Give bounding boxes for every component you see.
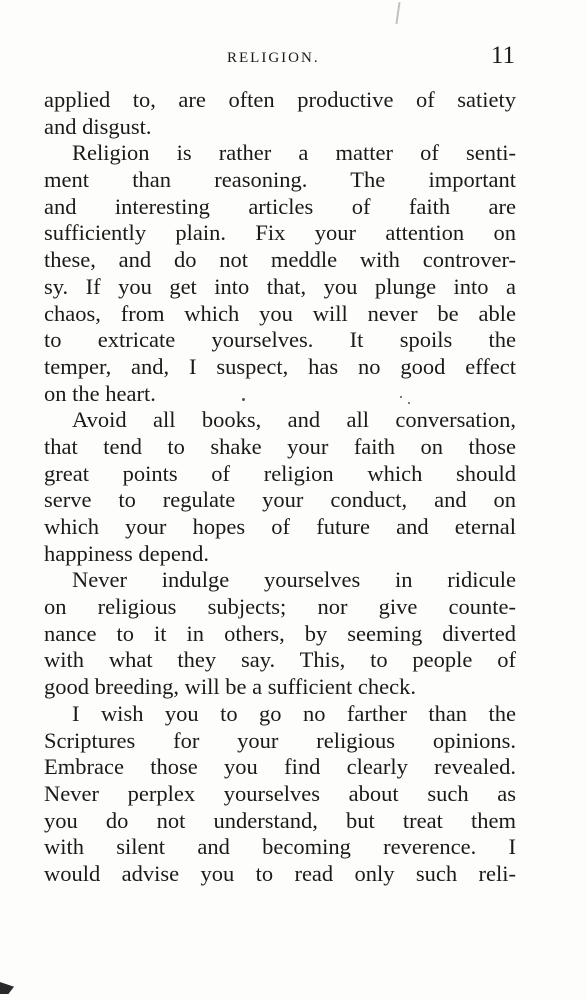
ink-speck (242, 398, 245, 401)
page-edge-mark (0, 982, 14, 994)
text-line: that tend to shake your faith on those (44, 433, 516, 459)
text-line: serve to regulate your conduct, and on (44, 487, 516, 513)
paragraph-first-line: I wish you to go no farther than the (72, 700, 516, 726)
text-line: nance to it in others, by seeming diverted (44, 620, 516, 646)
running-head: RELIGION. (227, 50, 320, 66)
text-line: and disgust. (44, 113, 152, 139)
text-line: you do not understand, but treat them (44, 807, 516, 833)
text-line: which your hopes of future and eternal (44, 514, 516, 539)
paragraph-first-line: Religion is rather a matter of senti- (72, 140, 516, 166)
ink-speck (400, 396, 402, 398)
page-body (44, 87, 516, 888)
text-line: great points of religion which should (44, 460, 516, 486)
text-line: these, and do not meddle with controver- (44, 247, 516, 273)
paragraph-first-line: Never indulge yourselves in ridicule (72, 567, 516, 593)
text-line: temper, and, I suspect, has no good effect (44, 353, 516, 379)
text-line: with silent and becoming reverence. I (44, 834, 516, 860)
text-line: on religious subjects; nor give counte- (44, 594, 516, 620)
text-line: ment than reasoning. The important (44, 167, 516, 193)
text-line: chaos, from which you will never be able (44, 300, 516, 326)
text-line: Never perplex yourselves about such as (44, 780, 516, 806)
page-header (44, 42, 519, 76)
page-number: 11 (490, 42, 515, 69)
text-line: applied to, are often productive of satiety (44, 87, 516, 112)
text-line: Embrace those you find clearly revealed. (44, 754, 516, 780)
text-line: and interesting articles of faith are (44, 193, 516, 219)
text-line: would advise you to read only such reli- (44, 860, 516, 886)
text-line: sy. If you get into that, you plunge into a (44, 273, 516, 299)
ink-speck (408, 402, 410, 404)
text-line: happiness depend. (44, 540, 209, 566)
text-line: to extricate yourselves. It spoils the (44, 327, 516, 353)
paper-mark (395, 2, 400, 24)
text-line: on the heart. (44, 380, 156, 406)
text-line: with what they say. This, to people of (44, 647, 516, 673)
paragraph-first-line: Avoid all books, and all conversation, (72, 407, 516, 433)
text-line: Scriptures for your religious opinions. (44, 727, 516, 753)
text-line: good breeding, will be a sufficient check. (44, 674, 416, 700)
text-line: sufficiently plain. Fix your attention on (44, 220, 516, 246)
